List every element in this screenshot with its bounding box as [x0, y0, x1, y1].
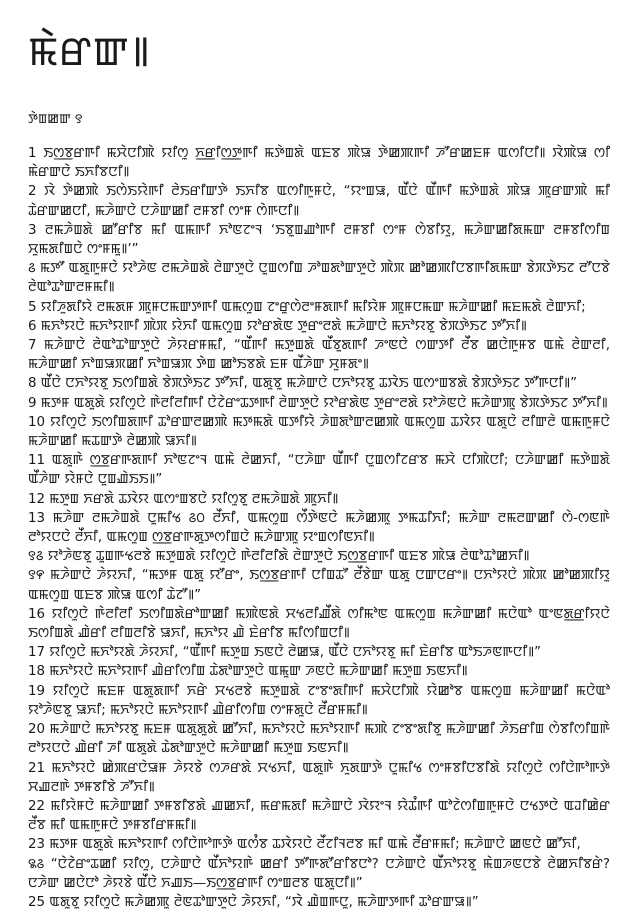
verse-number: 13 [28, 510, 46, 526]
verse-text: ꯃꯍꯥꯛ ꯂꯃꯍꯥꯡꯗꯥ ꯅꯨꯃꯤꯠ ꯴꯰ ꯂꯩꯈꯤ, ꯑꯃꯁꯨꯡ ꯁꯩꯇꯥꯟꯅꯥ ꯃꯍꯥꯀꯄꯨ ꯇꯃꯊꯤꯈꯤ; ꯃꯍꯥꯛ ꯂꯃꯂꯛꯀꯤ ꯁꯥ-ꯁꯟꯒꯥ ꯂꯣꯌꯅꯅꯥ ꯂꯩꯈꯤ, ꯑꯃꯁꯨꯡ ꯁ꯭ꯕꯔꯒꯗꯨꯇꯁꯤꯡꯅꯥ ꯃꯍꯥꯛꯄꯨ ꯌꯦꯡꯁꯤꯟꯈꯤ꯫ [28, 510, 610, 546]
verse-text: ꯌꯤꯁꯨꯅꯥ ꯒꯥꯂꯤꯂꯤ ꯏꯁꯤꯡꯗꯥꯔꯣꯛꯀꯤ ꯃꯄꯥꯟꯗꯥ ꯆꯠꯂꯤꯉꯩꯗꯥ ꯁꯤꯃꯣꯟ ꯑꯃꯁꯨꯡ ꯃꯍꯥꯛꯀꯤ ꯃꯅꯥꯑꯣ ꯑꯦꯟꯗ꯭ꯔꯤꯌꯅꯥ ꯏꯁꯤꯡꯗꯥ ꯉꯥꯔꯤ ꯂꯤꯡꯂꯤꯕꯥ ꯎꯈꯤ, ꯃꯈꯣꯌ ꯉꯥ ꯐꯥꯔꯤꯕ ꯃꯤꯁꯤꯡꯅꯤ꯫ [28, 606, 610, 642]
verse-number: 8 [28, 376, 37, 392]
verse-number: 7 [28, 338, 37, 354]
verse [28, 221, 610, 259]
verse [28, 566, 610, 604]
verse-number: 19 [28, 683, 46, 699]
verse-number: 9 [28, 395, 37, 411]
verse [28, 893, 610, 912]
verse [28, 662, 610, 681]
verse [28, 835, 610, 854]
verse [28, 317, 610, 336]
verse [28, 797, 610, 835]
verse-text: ꯃꯍꯥꯛꯅꯥ ꯂꯥꯑꯣꯊꯣꯛꯇꯨꯅꯥ ꯍꯥꯌꯔꯝꯃꯤ, “ꯑꯩꯒꯤ ꯃꯇꯨꯡꯗꯥ ꯑꯩꯕꯨꯗꯒꯤ ꯍꯦꯟꯅꯥ ꯁꯛꯇꯤ ꯂꯩꯕ ꯀꯅꯥꯒꯨꯝꯕ ꯑꯃꯥ ꯂꯥꯛꯂꯤ, ꯃꯍꯥꯛꯀꯤ ꯈꯣꯡꯎꯞꯀꯤ ꯈꯣꯡꯎꯞ ꯇꯥꯡ ꯀꯣꯏꯕꯗꯥ ꯐꯝ ꯑꯩꯍꯥꯛ ꯆꯨꯝꯗꯦ꯫ [28, 338, 610, 373]
verse-number: 6 [28, 318, 37, 334]
verse [28, 855, 610, 893]
verse-text: ꯑꯗꯨꯒꯥ ꯁ꯭ꯕꯔꯒꯗꯒꯤ ꯈꯣꯟꯖꯦꯜ ꯑꯃꯥ ꯂꯥꯀꯈꯤ, “ꯅꯍꯥꯛ ꯑꯩꯒꯤ ꯅꯨꯡꯁꯤꯖꯔꯕ ꯃꯆꯥ ꯅꯤꯄꯥꯅꯤ; ꯅꯍꯥꯛꯀꯤ ꯃꯇꯥꯡꯗꯥ ꯑꯩꯍꯥꯛ ꯌꯥꯝꯅꯥ ꯅꯨꯡꯉꯥꯏꯏ꯫” [28, 453, 610, 488]
verse-text: ꯋꯥ ꯇꯥꯀꯄꯥ ꯏꯁꯥꯏꯌꯥꯒꯤ ꯂꯥꯏꯔꯤꯛꯇꯥ ꯏꯈꯤꯕ ꯑꯁꯤꯒꯨꯝꯅꯥ, “ꯌꯦꯡꯎ, ꯑꯩꯅꯥ ꯑꯩꯒꯤ ꯃꯇꯥꯡꯗꯥ ꯄꯥꯎ ꯄꯨꯔꯛꯄꯥ ꯃꯤ ꯊꯥꯔꯛꯀꯅꯤ, ꯃꯍꯥꯛꯅꯥ ꯅꯍꯥꯛꯀꯤ ꯂꯝꯕꯤ ꯁꯦꯝ ꯁꯥꯒꯅꯤ꯫ [28, 184, 610, 219]
verse-number: 21 [28, 760, 46, 776]
verse [28, 298, 610, 317]
verse-text: ꯑꯩꯅꯥ ꯅꯈꯣꯌꯕꯨ ꯏꯁꯤꯡꯗꯥ ꯕꯥꯞꯇꯥꯏꯖ ꯇꯧꯈꯤ, ꯑꯗꯨꯕꯨ ꯃꯍꯥꯛꯅꯥ ꯅꯈꯣꯌꯕꯨ ꯊꯋꯥꯏ ꯑꯁꯦꯡꯕꯗꯥ ꯕꯥꯞꯇꯥꯏꯖ ꯇꯧꯒꯅꯤ꯫” [36, 376, 578, 392]
verse [28, 394, 610, 413]
verse-number: ꯱꯴ [28, 549, 44, 565]
verse-number: ꯲꯴ [28, 856, 45, 872]
verse-number: ꯱꯵ [28, 568, 45, 584]
verse-text: ꯃꯍꯥꯛꯅꯥ ꯃꯈꯣꯌꯕꯨ ꯃꯐꯝ ꯑꯗꯨꯗꯨꯗꯥ ꯀꯧꯈꯤ, ꯃꯈꯣꯌꯅꯥ ꯃꯈꯣꯌꯒꯤ ꯃꯄꯥ ꯖꯦꯕꯦꯗꯤꯕꯨ ꯃꯍꯥꯛꯀꯤ ꯍꯥꯏꯔꯤꯡ ꯁꯥꯕꯤꯁꯤꯡꯒꯥ ꯂꯣꯌꯅꯅꯥ ꯉꯥꯔꯤ ꯍꯤ ꯑꯗꯨꯗꯥ ꯊꯥꯗꯣꯛꯇꯨꯅꯥ ꯃꯍꯥꯛꯀꯤ ꯃꯇꯨꯡ ꯏꯟꯈꯤ꯫ [28, 722, 610, 757]
verse-text: ꯑꯗꯨꯕꯨ ꯌꯤꯁꯨꯅꯥ ꯃꯍꯥꯀꯄꯨ ꯂꯥꯟꯊꯣꯛꯇꯨꯅꯥ ꯍꯥꯌꯈꯤ, “ꯋꯥ ꯉꯥꯡꯒꯅꯨ, ꯃꯍꯥꯛꯇꯒꯤ ꯊꯣꯔꯛꯎ꯫” [45, 894, 479, 910]
verse-text: ꯃꯈꯣꯌꯅꯥ ꯀꯥꯄꯔꯅꯥꯎꯝ ꯍꯥꯌꯕꯥ ꯁꯍꯔꯗꯥ ꯆꯠꯈꯤ, ꯑꯗꯨꯒꯥ ꯈꯨꯗꯛꯇꯥ ꯅꯨꯃꯤꯠ ꯁꯦꯝꯕꯤꯅꯕꯤꯗꯥ ꯌꯤꯁꯨꯅꯥ ꯁꯤꯅꯥꯒꯣꯒꯇꯥ ꯆꯉꯂꯒꯥ ꯇꯝꯕꯤꯕꯥ ꯍꯧꯈꯤ꯫ [28, 760, 610, 795]
verse [28, 413, 610, 451]
verse-number: 25 [28, 894, 46, 910]
verse [28, 682, 610, 720]
verse-number: 17 [28, 645, 46, 661]
verse-text: ꯃꯍꯥꯛꯅꯥ ꯍꯥꯌꯈꯤ, “ꯃꯇꯝ ꯑꯗꯨ ꯌꯧꯔꯦ, ꯏꯁ꯭ꯕꯔꯒꯤ ꯅꯤꯡꯊꯧ ꯂꯩꯕꯥꯛ ꯑꯗꯨ ꯅꯛꯅꯔꯦ꯫ ꯅꯈꯣꯌꯅꯥ ꯄꯥꯞ ꯀꯣꯀꯄꯤꯌꯨ ꯑꯃꯁꯨꯡ ꯑꯐꯕ ꯄꯥꯎ ꯑꯁꯤ ꯊꯥꯖꯧ꯫” [28, 568, 610, 603]
verse [28, 720, 610, 758]
verse [28, 451, 610, 489]
verse [28, 336, 610, 374]
verse-text: ꯂꯃꯍꯥꯡꯗꯥ ꯀꯧꯔꯤꯕ ꯃꯤ ꯑꯃꯒꯤ ꯈꯣꯟꯖꯦꯜ ‘ꯏꯕꯨꯡꯉꯣꯒꯤ ꯂꯝꯕꯤ ꯁꯦꯝ ꯁꯥꯕꯤꯌꯨ, ꯃꯍꯥꯛꯀꯤꯗꯃꯛ ꯂꯝꯕꯤꯁꯤꯡ ꯆꯨꯃꯗꯤꯡꯅꯥ ꯁꯦꯝꯃꯨ꯫’” [28, 222, 610, 258]
verse-number: 22 [28, 798, 46, 814]
verse-text: ꯃꯈꯣꯌꯅꯥ ꯃꯈꯣꯌꯒꯤ ꯉꯥꯔꯤꯁꯤꯡ ꯊꯥꯗꯣꯛꯇꯨꯅꯥ ꯑꯃꯨꯛ ꯍꯟꯅꯥ ꯃꯍꯥꯛꯀꯤ ꯃꯇꯨꯡ ꯏꯟꯈꯤ꯫ [45, 664, 468, 680]
verse-text: ꯌꯤꯁꯨꯅꯥ ꯏꯁꯤꯡꯗꯒꯤ ꯊꯣꯔꯛꯂꯀꯄꯥ ꯃꯇꯃꯗꯥ ꯑꯇꯤꯌꯥ ꯍꯥꯡꯗꯣꯛꯂꯀꯄꯥ ꯑꯃꯁꯨꯡ ꯊꯋꯥꯌ ꯑꯗꯨꯅꯥ ꯂꯤꯛꯂꯥ ꯑꯃꯒꯨꯝꯅꯥ ꯃꯍꯥꯛꯀꯤ ꯃꯊꯛꯇꯥ ꯂꯥꯀꯄꯥ ꯎꯈꯤ꯫ [28, 414, 610, 450]
verse-number: 1 [28, 146, 37, 161]
verse [28, 374, 610, 393]
verse [28, 259, 610, 297]
verse [28, 144, 610, 182]
verse-number: 2 [28, 184, 37, 200]
verse [28, 182, 610, 220]
verse-text: ꯌꯣꯍꯥꯟꯕꯨ ꯊꯨꯡꯒꯠꯂꯕꯥ ꯃꯇꯨꯡꯗꯥ ꯌꯤꯁꯨꯅꯥ ꯒꯥꯂꯤꯂꯤꯗꯥ ꯂꯥꯛꯇꯨꯅꯥ ꯏꯁ꯭ꯕꯔꯒꯤ ꯑꯐꯕ ꯄꯥꯎ ꯂꯥꯑꯣꯊꯣꯀꯈꯤ꯫ [43, 549, 530, 565]
verse-text: ꯃꯈꯣꯌꯅꯥ ꯃꯈꯣꯌꯒꯤ ꯄꯥꯞ ꯌꯥꯈꯤ ꯑꯃꯁꯨꯡ ꯌꯣꯔꯗꯥꯟ ꯇꯨꯔꯦꯂꯗꯥ ꯃꯍꯥꯛꯅꯥ ꯃꯈꯣꯌꯕꯨ ꯕꯥꯞꯇꯥꯏꯖ ꯇꯧꯈꯤ꯫ [36, 318, 527, 334]
verse-number: ꯴ [28, 261, 36, 277]
verse-number: 10 [28, 414, 46, 430]
verse [28, 643, 610, 662]
verse-text: ꯌꯤꯍꯨꯗꯤꯌꯥ ꯂꯃꯗꯝ ꯄꯨꯝꯅꯃꯛꯇꯒꯤ ꯑꯃꯁꯨꯡ ꯖꯦꯔꯨꯁꯥꯂꯦꯝꯗꯒꯤ ꯃꯤꯌꯥꯝ ꯄꯨꯝꯅꯃꯛ ꯃꯍꯥꯛꯀꯤ ꯃꯐꯃꯗꯥ ꯂꯥꯛꯈꯤ; [36, 299, 586, 315]
verse-number: 5 [28, 299, 37, 315]
verse-number: 23 [28, 837, 46, 853]
book-title: ꯃꯥꯔꯛ꯫ [28, 29, 151, 75]
verse-text: ꯏꯁ꯭ꯕꯔꯒꯤ ꯃꯆꯥꯅꯤꯄꯥ ꯌꯤꯁꯨ ꯈ꯭ꯔꯤꯁ꯭ꯇꯒꯤ ꯃꯇꯥꯡꯗꯥ ꯑꯐꯕ ꯄꯥꯎ ꯇꯥꯀꯄꯒꯤ ꯍꯧꯔꯀꯐꯝ ꯑꯁꯤꯅꯤ꯫ ꯋꯥꯄꯥꯎ ꯁꯤ ꯃꯥꯔꯛꯅꯥ ꯏꯈꯤꯕꯅꯤ꯫ [28, 146, 610, 181]
verse [28, 759, 610, 797]
verse [28, 547, 610, 566]
verse-text: ꯌꯤꯁꯨꯅꯥ ꯃꯐꯝ ꯑꯗꯨꯗꯒꯤ ꯈꯔꯥ ꯆꯠꯂꯕꯥ ꯃꯇꯨꯡꯗꯥ ꯖꯦꯕꯦꯗꯤꯒꯤ ꯃꯆꯥꯅꯤꯄꯥ ꯌꯥꯀꯣꯕ ꯑꯃꯁꯨꯡ ꯃꯍꯥꯛꯀꯤ ꯃꯅꯥꯑꯣ ꯌꯣꯍꯥꯟꯕꯨ ꯎꯈꯤ; ꯃꯈꯣꯌꯅꯥ ꯃꯈꯣꯌꯒꯤ ꯉꯥꯔꯤꯁꯤꯡ ꯁꯦꯝꯗꯨꯅꯥ ꯂꯩꯔꯝꯃꯤ꯫ [28, 683, 610, 718]
verse-number: 20 [28, 722, 46, 738]
verse-text: ꯃꯤꯌꯥꯝꯅꯥ ꯃꯍꯥꯛꯀꯤ ꯇꯝꯕꯤꯕꯗꯥ ꯉꯀꯈꯤ, ꯃꯔꯃꯗꯤ ꯃꯍꯥꯛꯅꯥ ꯋꯥꯌꯦꯜ ꯌꯥꯊꯪꯒꯤ ꯑꯣꯖꯥꯁꯤꯡꯒꯨꯝꯅꯥ ꯅꯠꯇꯅꯥ ꯑꯙꯤꯀꯥꯔ ꯂꯩꯕ ꯃꯤ ꯑꯃꯒꯨꯝꯅꯥ ꯇꯝꯕꯤꯔꯝꯃꯤ꯫ [28, 798, 610, 834]
verse-list [28, 144, 610, 912]
verse-number: 12 [28, 491, 46, 507]
verse [28, 490, 610, 509]
verse-number: 11 [28, 453, 46, 469]
verse-number: 3 [28, 222, 37, 238]
verse-text: ꯃꯇꯧ ꯑꯗꯨꯒꯨꯝꯅꯥ ꯌꯣꯍꯥꯟ ꯂꯃꯍꯥꯡꯗꯥ ꯂꯥꯛꯇꯨꯅꯥ ꯅꯨꯡꯁꯤꯡ ꯍꯣꯡꯗꯣꯛꯇꯨꯅꯥ ꯄꯥꯞ ꯀꯣꯀꯄꯤꯅꯕꯒꯤꯗꯃꯛ ꯕꯥꯞꯇꯥꯏꯖ ꯂꯧꯅꯕꯥ ꯂꯥꯑꯣꯊꯣꯛꯂꯝꯃꯤ꯫ [28, 261, 610, 296]
verse-text: ꯌꯤꯁꯨꯅꯥ ꯃꯈꯣꯌꯗꯥ ꯍꯥꯌꯈꯤ, “ꯑꯩꯒꯤ ꯃꯇꯨꯡ ꯏꯟꯅꯥ ꯂꯥꯀꯎ, ꯑꯩꯅꯥ ꯅꯈꯣꯌꯕꯨ ꯃꯤ ꯐꯥꯔꯤꯕ ꯑꯣꯏꯍꯟꯒꯅꯤ꯫” [45, 645, 542, 661]
verse-text: ꯃꯇꯝ ꯑꯗꯨꯗꯥ ꯃꯈꯣꯌꯒꯤ ꯁꯤꯅꯥꯒꯣꯒꯇꯥ ꯑꯁꯪꯕ ꯊꯋꯥꯌꯅꯥ ꯂꯩꯖꯤꯜꯂꯕ ꯃꯤ ꯑꯃꯥ ꯂꯩꯔꯝꯃꯤ; ꯃꯍꯥꯛꯅꯥ ꯀꯟꯅꯥ ꯀꯧꯈꯤ, [45, 837, 581, 853]
chapter-heading: ꯇꯥꯡꯀꯛ ꯱ [28, 112, 83, 127]
verse-number: 18 [28, 664, 46, 680]
verse [28, 605, 610, 643]
verse-text: ꯃꯇꯨꯡ ꯈꯔꯗꯥ ꯊꯋꯥꯌ ꯑꯁꯦꯡꯕꯅꯥ ꯌꯤꯁꯨꯕꯨ ꯂꯃꯍꯥꯡꯗꯥ ꯄꯨꯈꯤ꯫ [45, 491, 339, 507]
verse-number: 16 [28, 606, 46, 622]
verse [28, 509, 610, 547]
verse-text: “ꯅꯥꯖꯥꯔꯦꯊꯀꯤ ꯌꯤꯁꯨ, ꯅꯍꯥꯛꯅꯥ ꯑꯩꯈꯣꯌꯒꯥ ꯀꯔꯤ ꯇꯧꯒꯗꯧꯔꯤꯕꯅꯣ? ꯅꯍꯥꯛꯅꯥ ꯑꯩꯈꯣꯌꯕꯨ ꯃꯥꯡꯍꯟꯅꯕꯥ ꯂꯥꯀꯈꯤꯕꯔꯥ? ꯅꯍꯥꯛ ꯀꯅꯥꯅꯣ ꯍꯥꯌꯕꯥ ꯑꯩꯅꯥ ꯈꯉꯏ—ꯏꯁ꯭ꯕꯔꯒꯤ ꯁꯦꯡꯂꯕ ꯑꯗꯨꯅꯤ꯫” [28, 856, 610, 891]
verse-text: ꯃꯇꯝ ꯑꯗꯨꯗꯥ ꯌꯤꯁꯨꯅꯥ ꯒꯥꯂꯤꯂꯤꯒꯤ ꯅꯥꯖꯥꯔꯦꯊꯇꯒꯤ ꯂꯥꯛꯇꯨꯅꯥ ꯌꯣꯔꯗꯥꯟ ꯇꯨꯔꯦꯂꯗꯥ ꯌꯣꯍꯥꯟꯅꯥ ꯃꯍꯥꯛꯄꯨ ꯕꯥꯞꯇꯥꯏꯖ ꯇꯧꯈꯤ꯫ [36, 395, 608, 411]
